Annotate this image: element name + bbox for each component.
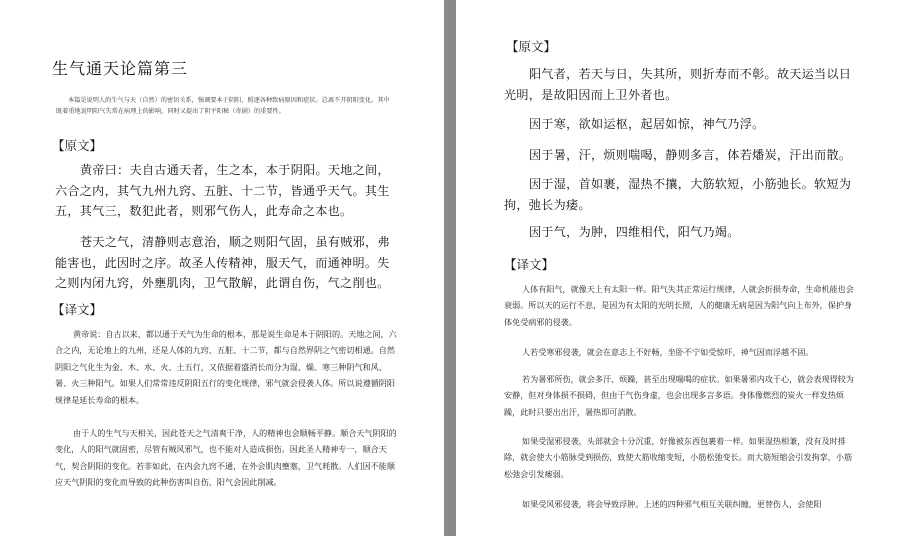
page-gap <box>444 0 456 536</box>
chapter-title: 生气通天论篇第三 <box>52 59 189 78</box>
original-paragraph: 阳气者，若天与日，失其所，则折寿而不彰。故天运当以日光明，是故阳因而上卫外者也。 <box>504 67 852 102</box>
original-paragraph: 因于寒，欲如运枢，起居如惊，神气乃浮。 <box>529 117 765 131</box>
original-paragraph: 苍天之气，清静则志意治，顺之则阳气固，虽有贼邪，弗能害也，此因时之序。故圣人传精神，服天气，而通神明。失之则内闭九窍，外壅肌肉，卫气散解，此谓自伤，气之削也。 <box>55 235 390 290</box>
translation-paragraph: 若为暑邪所伤，就会多汗、烦躁，甚至出现喘喝的症状。如果暑邪内攻于心，就会表现得较为安静，但对身体损不损碍，但由于气伤身虚，也会出现多言多语。身体像燃烈的炭火一样发热烦躁，此时只要出出汗，暑热即可消散。 <box>504 374 854 417</box>
translation-paragraph: 如果受风邪侵袭，将会导致浮肿。上述的四种邪气相互关联纠缠，更替伤人，会使阳 <box>522 499 822 509</box>
original-paragraph: 因于湿，首如裹，湿热不攘，大筋软短，小筋弛长。软短为拘，弛长为痿。 <box>504 177 852 212</box>
document-page-right <box>456 0 900 536</box>
translation-paragraph: 人若受寒邪侵袭，就会在意志上不好畅，坐卧不宁如受惊吓，神气因而浮越不固。 <box>522 347 814 357</box>
original-text-heading: 【原文】 <box>506 39 557 54</box>
original-paragraph: 因于气，为肿，四维相代，阳气乃竭。 <box>529 225 740 239</box>
chapter-intro: 本篇是说明人的生气与天（自然）的密切关系，强调要本于阴阳，照逐各种致病原因和症状。总离不开阴阳变化。其中既着重地说明阳气失常在病理上的影响，同时又提出了阴平阳秘（奇剧）的重要性。 <box>56 97 390 116</box>
original-paragraph: 因于暑，汗，烦则喘喝，静则多言，体若燔炭，汗出而散。 <box>529 148 852 162</box>
translation-paragraph: 人体有阳气，就像天上有太阳一样。阳气失其正常运行规律，人就会折损寿命，生命机能也会衰弱。所以天的运行不息，是因为有太阳的光明长照，人的健康无病是因为阳气向上布外，保护身体免受病邪的侵袭。 <box>504 284 854 327</box>
translation-paragraph: 如果受湿邪侵袭，头部就会十分沉重，好像被东西包裹着一样。如果湿热相兼，没有及时排除，就会使大小筋脉受到损伤，致使大筋收缩变短，小筋松弛变长。而大筋短缩会引发拘挛，小筋松弛会引发痿弱。 <box>504 436 853 479</box>
translation-paragraph: 由于人的生气与天相关，因此苍天之气清爽干净，人的精神也会顺畅平静。顺合天气阴阳的变化，人的阳气就固密，尽管有贼风邪气，也不能对人造成损伤。因此圣人精神专一，顺合天气，契合阴阳的变化。若非如此，在内会九窍不通，在外会肌肉壅塞，卫气耗散。人们因不能顺应天气阴阳的变化而导致的此种伤害叫自伤，阳气会因此削减。 <box>55 428 397 488</box>
translation-paragraph: 黄帝说：自古以来，都以通于天气为生命的根本，那是说生命是本于阴阳的。天地之间，六合之内，无论地上的九州，还是人体的九窍、五脏、十二节，都与自然界阴之气密切相通。自然阴阳之气化生为金、木、水、火、土五行，又依据着盛消长而分为湿、燥、寒三种阴气和风、暑、火三种阳气。如果人们常常违反阴阳五行的变化规律，邪气就会侵袭人体。所以说遵循阴阳规律是延长寿命的根本。 <box>55 329 397 405</box>
original-paragraph: 黄帝曰：夫自古通天者，生之本，本于阴阳。天地之间，六合之内，其气九州九窍、五脏、十二节，皆通乎天气。其生五，其气三，数犯此者，则邪气伤人，此寿命之本也。 <box>55 163 390 218</box>
document-page-left <box>0 0 444 536</box>
original-text-heading: 【原文】 <box>52 138 103 153</box>
translation-heading: 【译文】 <box>52 302 103 317</box>
translation-heading: 【译文】 <box>504 257 555 272</box>
